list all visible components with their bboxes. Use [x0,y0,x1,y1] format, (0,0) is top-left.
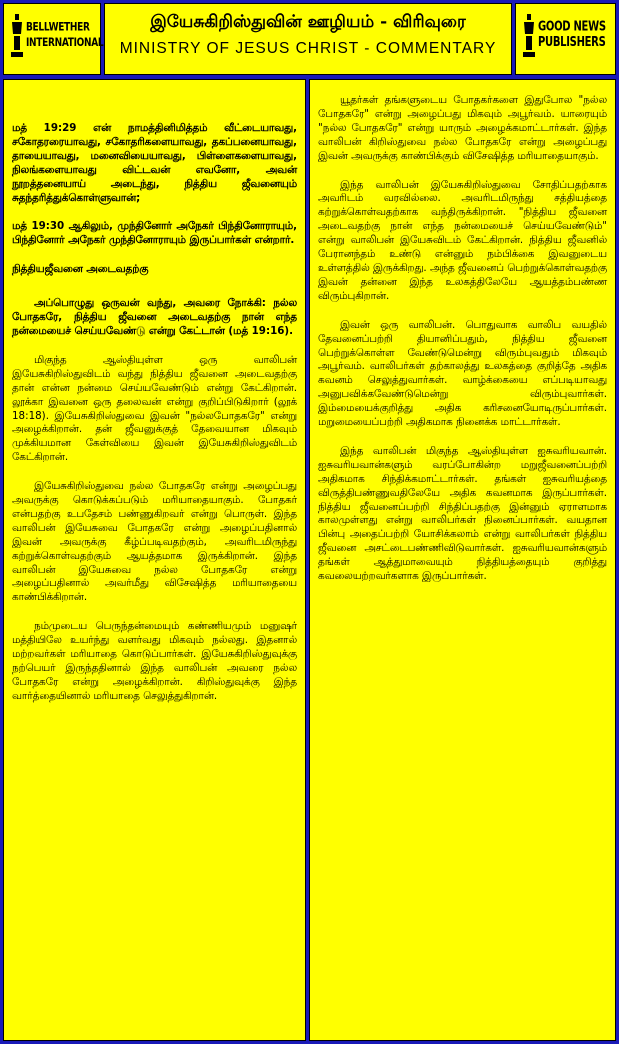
bellwether-logo [3,3,104,75]
verse-19-30: மத் 19:30 ஆகிலும், முந்தினோர் அநேகர் பிந்தினோராயும், பிந்தினோர் அநேகர் முந்தினோராயும் இருப்பார்கள் என்றார். [12,220,297,247]
lamp-icon [10,14,24,58]
good-news-logo [515,3,616,75]
paragraph: இந்த வாலிபன் இயேசுகிறிஸ்துவை சோதிப்பதற்காக அவரிடம் வரவில்லை. அவரிடமிருந்து சத்தியத்தை கற்றுக்கொள்வதற்காக வந்திருக்கிறான். "நித்திய ஜீவனை அடைவதற்கு நான் எந்த நன்மையைச் செய்யவேண்டும்" என்று வாலிபன் இயேசுவிடம் கேட்கிறான். நித்திய ஜீவனில் பேரானந்தம் உண்டு என்னும் நம்பிக்கை இவனுடைய உள்ளத்தில் இருக்கிறது. அந்த ஜீவனைப் பெற்றுக்கொள்வதற்கு இவன் தன்னை இந்த உலகத்திலேயே ஆயத்தம்பண்ண விரும்புகிறான். [318,178,607,302]
section-heading: நித்தியஜீவனை அடைவதற்கு [12,263,149,276]
right-logo-line1: GOOD NEWS [538,20,606,35]
verse-19-29: மத் 19:29 என் நாமத்தினிமித்தம் வீட்டையாவது, சகோதரரையாவது, சகோதரிகளையாவது, தகப்பனையாவது, தாயையாவது, மனைவியையாவது, பிள்ளைகளையாவது, நிலங்களையாவது விட்டவன் எவனோ, அவன் நூறத்தனையாய் அடைந்து, நித்திய ஜீவனையும் சுதந்தரித்துக்கொள்ளுவான்; [12,122,297,204]
title-tamil: இயேசுகிறிஸ்துவின் ஊழியம் - விரிவுரை [150,12,466,32]
verse-19-16: அப்பொழுது ஒருவன் வந்து, அவரை நோக்கி: நல்ல போதகரே, நித்திய ஜீவனை அடைவதற்கு நான் எந்த நன்மையைச் செய்யவேண்டு என்று கேட்டான் (மத் 19:16). [12,297,297,337]
paragraph: இந்த வாலிபன் மிகுந்த ஆஸ்தியுள்ள ஐசுவரியவான். ஐசுவரியவான்களும் வரப்போகின்ற மறுஜீவனைப்பற்றி அதிகமாக சிந்திக்கமாட்டார்கள். தங்கள் ஐசுவரியத்தை விருத்திபண்ணுவதிலேயே அதிக கவனமாக இருப்பார்கள். நித்திய ஜீவனைப்பற்றி சிந்திப்பதற்கு இன்னும் ஏராளமாக காலமுள்ளது என்று வாலிபர்கள் நினைப்பார்கள். வயதான பின்பு அதைப்பற்றி யோசிக்கலாம் என்று வாலிபர்கள் நித்திய ஜீவனை அசட்டைபண்ணிவிடுவார்கள். ஐசுவரியவான்களும் தங்கள் ஆத்துமாவையும் நித்தியத்தையும் குறித்து கவலையற்றவர்களாக இருப்பார்கள். [318,444,607,583]
left-logo-line2: INTERNATIONAL [26,36,104,50]
page-title [104,3,512,75]
right-logo-line2: PUBLISHERS [538,35,606,50]
paragraph: நம்முடைய பெருந்தன்மையும் கண்ணியமும் மனுஷர் மத்தியிலே உயர்ந்து வளர்வது மிகவும் நல்லது. இதனால் மற்றவர்கள் மரியாதை கொடுப்பார்கள். இயேசுகிறிஸ்துவுக்கு நற்பெயர் இருந்ததினால் இந்த வாலிபன் அவரை நல்ல போதகரே என்று அழைக்கிறான். கிறிஸ்துவுக்கு இந்த வார்த்தையினால் மரியாதை செலுத்துகிறான். [12,620,297,702]
lamp-icon [522,14,536,58]
right-column [309,79,616,1041]
title-english: MINISTRY OF JESUS CHRIST - COMMENTARY [119,40,497,57]
left-column [3,79,306,1041]
left-logo-line1: BELLWETHER [26,21,90,35]
paragraph: இயேசுகிறிஸ்துவை நல்ல போதகரே என்று அழைப்பது அவருக்கு கொடுக்கப்படும் மரியாதையாகும். போதகர் என்பதற்கு உபதேசம் பண்ணுகிறவர் என்று பொருள். இந்த வாலிபன் இயேசுவை போதகரே என்று அழைப்பதினால் இவன் அவருக்கு கீழ்ப்படிவதற்கும், அவரிடமிருந்து கற்றுக்கொள்வதற்கும் ஆயத்தமாக இருக்கிறான். இந்த வாலிபன் இயேசுவை நல்ல போதகரே என்று அழைப்பதினால் அவர்மீது விசேஷித்த மரியாதையை காண்பிக்கிறான். [12,480,297,604]
paragraph: மிகுந்த ஆஸ்தியுள்ள ஒரு வாலிபன் இயேசுகிறிஸ்துவிடம் வந்து நித்திய ஜீவனை அடைவதற்கு தான் என்ன நன்மை செய்யவேண்டும் என்று கேட்கிறான். லூக்கா இவனை ஒரு தலைவன் என்று குறிப்பிடுகிறார் (லூக் 18:18). இயேசுகிறிஸ்துவை இவன் "நல்லபோதகரே" என்று அழைக்கிறான். தன் ஜீவனுக்குத் தேவையான மிகவும் முக்கியமான கேள்வியை இவன் இயேசுகிறிஸ்துவிடம் கேட்கிறான். [12,353,297,464]
paragraph: இவன் ஒரு வாலிபன். பொதுவாக வாலிப வயதில் தேவனைப்பற்றி தியானிப்பதும், நித்திய ஜீவனை பெற்றுக்கொள்ள வேண்டுமென்று விரும்புவதும் மிகவும் அபூர்வம். வாலிபர்கள் தற்காலத்து உலகத்தை குறித்தே அதிக கவனம் செலுத்துவார்கள். வாழ்க்கையை எப்படியாவது அனுபவிக்கவேண்டுமென்று விரும்புவார்கள். இம்மையைக்குறித்து அதிக கரிசனையோடிருப்பார்கள். மறுமையைப்பற்றி அதிகமாக நினைக்க மாட்டார்கள். [318,318,607,429]
paragraph: யூதர்கள் தங்களுடைய போதகர்களை இதுபோல "நல்ல போதகரே" என்று அழைப்பது மிகவும் அபூர்வம். யாரையும் "நல்ல போதகரே" என்று யாரும் அழைக்கமாட்டார்கள். இந்த வாலிபன் கிறிஸ்துவை நல்ல போதகரே என்று அழைப்பது இவன் அவருக்கு காண்பிக்கும் விசேஷித்த மரியாதையாகும். [318,94,607,162]
